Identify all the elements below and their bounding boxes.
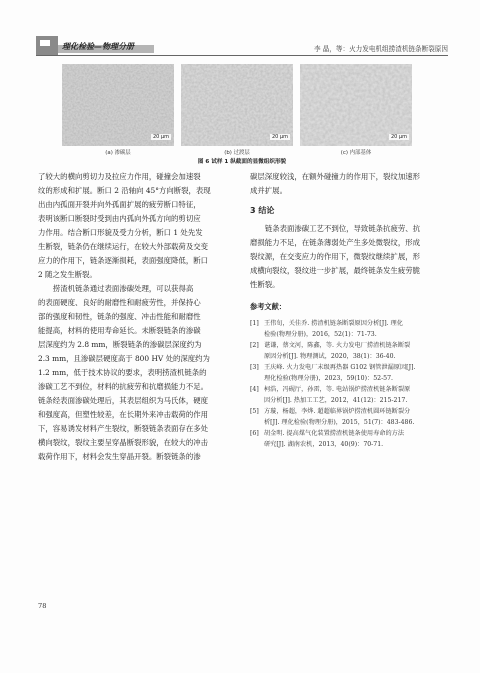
reference-text: 理化检验(物理分册)，2023，59(10)：52-57. [264,375,394,382]
figure-panel-b [181,64,293,160]
reference-text: 方璇，杨超，李烨. 超超临界锅炉捞渣机圆环链断裂分 [264,408,411,415]
reference-number: [4] [250,386,259,393]
left-column [38,170,238,464]
text-line: 层深度约为 2.8 mm，断裂链条的渗碳层深度约为 [38,340,202,349]
journal-logo [36,36,154,56]
text-line: 成并扩展。 [250,186,287,195]
text-line: 力作用。结合断口形貌及受力分析，断口 1 处先发 [38,228,203,237]
reference-text: 王伟旬，关佳乔. 捞渣机链条断裂原因分析[J]. 理化 [264,320,403,327]
reference-text: 王庆峰. 火力发电厂末级再热器 G102 钢管泄漏原因[J]. [264,364,416,371]
reference-number: [1] [250,320,259,327]
text-line: 性断裂。 [250,280,280,289]
text-line: 应力的作用下，链条逐渐损耗，表面强度降低，断口 [38,256,208,265]
text-line: 捞渣机链条通过表面渗碳处理，可以获得高 [52,284,194,293]
reference-text: 检验(物理分册)，2016，52(1)：71-73. [264,331,377,338]
running-head: 李 晶，等：火力发电机组捞渣机链条断裂原因 [314,45,448,53]
section-heading-conclusion: 3 结论 [250,206,275,215]
text-line: 载荷作用下，材料会发生穿晶开裂。断裂链条的渗 [38,452,201,461]
reference-number: [3] [250,364,259,371]
text-line: 了较大的横向剪切力及拉应力作用，碰撞会加速裂 [38,172,201,181]
text-line: 1.2 mm，低于技术协议的要求，表明捞渣机链条的 [38,368,207,377]
reference-item [250,428,448,450]
reference-list [250,318,448,450]
reference-text: 因分析[J]. 热加工工艺，2012，41(12)：215-217. [264,397,408,404]
scale-bar-c: 20 μm [390,134,407,140]
text-line: 能提高，材料的使用寿命延长。未断裂链条的渗碳 [38,326,201,335]
text-line: 表明该断口断裂时受到由内孤向外孤方向的剪切应 [38,214,201,223]
page-number: 78 [38,602,47,610]
figure-panel-a [62,64,174,160]
reference-text: 研究[J]. 湖南农机，2013，40(9)：70-71. [264,441,384,448]
text-line: 出由内孤面开裂并向外孤面扩展的疲劳断口特征， [38,200,201,209]
text-line: 横向裂纹，裂纹主要呈穿晶断裂形貌，在较大的冲击 [38,438,208,447]
reference-item [250,384,448,406]
reference-text: 柯浩，冯砚厅，孙雷，等. 电站锅炉捞渣机链条断裂原 [264,386,411,393]
right-column [250,170,448,450]
panel-caption-a: (a) 渗碳层 [105,150,131,156]
left-paragraph-1 [38,170,238,282]
text-line: 的表面硬度、良好的耐磨性和耐疲劳性，并保持心 [38,298,201,307]
scale-bar-b: 20 μm [271,134,288,140]
reference-item [250,340,448,362]
text-line: 2 随之发生断裂。 [38,270,97,279]
text-line: 链条表面渗碳工艺不到位，导致链条抗疲劳、抗 [264,224,421,233]
references-heading: 参考文献： [250,302,286,311]
left-paragraph-2 [38,282,238,464]
text-line: 磨损能力不足，在链条薄弱处产生多处微裂纹，形成 [250,238,420,247]
text-line: 链条经表面渗碳处理后，其表层组织为马氏体，硬度 [38,396,208,405]
panel-caption-c: (c) 内部基体 [340,150,372,156]
text-line: 部的强度和韧性，链条的强度、冲击性能和耐磨性 [38,312,201,321]
scale-bar-a: 20 μm [152,134,169,140]
right-paragraph-1 [250,170,448,198]
text-line: 下，容易诱发材料产生裂纹，断裂链条表面存在多处 [38,424,208,433]
figure-caption: 图 6 试样 1 纵截面的显微组织形貌 [197,159,287,165]
reference-text: 析[J]. 理化检验(物理分册)，2015，51(7)：483-486. [264,419,415,426]
reference-text: 谌谦，蔡文河，陈鑫，等. 火力发电厂捞渣机链条断裂 [264,342,411,349]
text-line: 纹的形成和扩展。断口 2 沿轴向 45°方向断裂，表现 [38,186,211,195]
text-line: 生断裂，链条仍在继续运行，在较大外部载荷及交变 [38,242,208,251]
text-line: 成横向裂纹，裂纹进一步扩展，最终链条发生疲劳脆 [250,266,420,275]
reference-item [250,362,448,384]
text-line: 碳层深度较浅，在额外碰撞力的作用下，裂纹加速形 [250,172,420,181]
text-line: 渗碳工艺不到位，材料的抗疲劳和抗磨损能力不足。 [38,382,208,391]
reference-item [250,318,448,340]
logo-mark-icon [36,36,58,56]
reference-number: [5] [250,408,259,415]
panel-caption-b: (b) 过渡层 [224,150,250,156]
reference-number: [6] [250,430,259,437]
reference-item [250,406,448,428]
reference-text: 原因分析[J]. 物理测试，2020，38(1)：36-40. [264,353,396,360]
text-line: 2.3 mm，且渗碳层硬度高于 800 HV 处的深度约为 [38,354,210,363]
right-paragraph-2 [250,222,448,292]
figure-panel-c [300,64,412,160]
reference-text: 胡金明. 提高煤气化装置捞渣机链条使用寿命的方法 [264,430,405,437]
text-line: 裂纹源，在交变应力的作用下，微裂纹继续扩展，形 [250,252,420,261]
reference-number: [2] [250,342,259,349]
header-rule [36,55,448,56]
logo-text: 理化检验—物理分册 [62,42,134,51]
text-line: 和强度高，但塑性较差，在长期外来冲击载荷的作用 [38,410,208,419]
micrograph-figure [62,64,412,169]
